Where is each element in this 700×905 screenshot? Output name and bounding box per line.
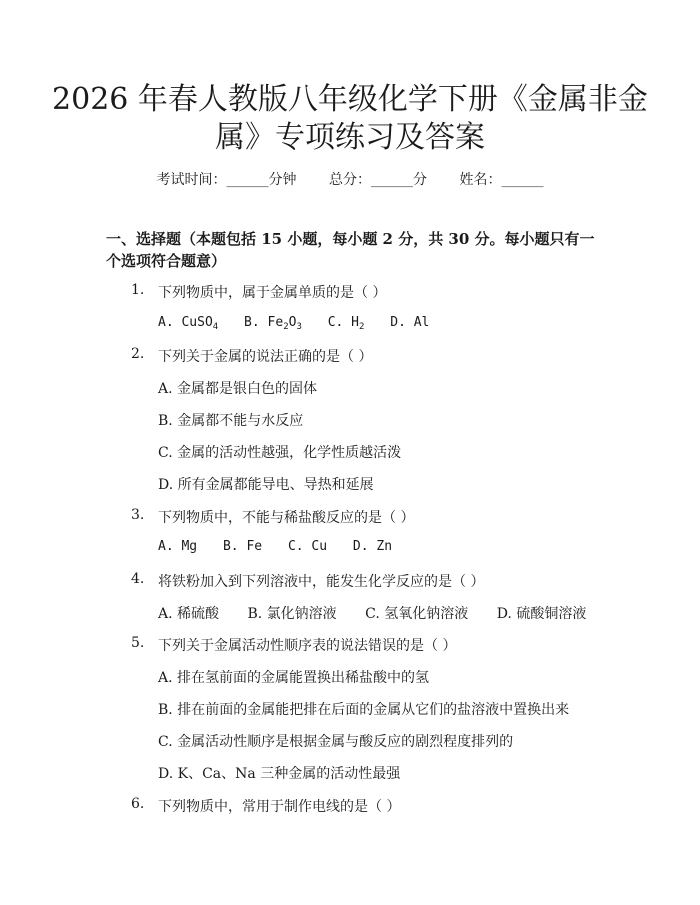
question-1-options [158,315,447,332]
option-b: B. Fe [222,539,263,554]
option-c: C. Cu [287,539,328,554]
option-b: B. $Fe_2O_3$ [244,315,302,332]
option-c: C. 金属的活动性越强，化学性质越活泼 [158,445,402,461]
question-4-options [158,603,610,623]
question-text: 将铁粉加入到下列溶液中，能发生化学反应的是（ ） [158,574,485,590]
question-number: 6. [131,796,145,812]
option-c: C. $H_2$ [327,315,365,332]
question-text: 下列关于金属的说法正确的是（ ） [158,349,373,365]
option-a: A. 金属都是银白色的固体 [158,381,318,397]
option-b: B. 氯化钠溶液 [247,606,337,622]
question-text: 下列物质中，不能与稀盐酸反应的是（ ） [158,510,415,526]
question-text: 下列物质中，常用于制作电线的是（ ） [158,799,401,815]
option-d: D. 所有金属都能导电、导热和延展 [158,477,374,493]
exam-time: 考试时间：______分钟 [156,172,297,188]
option-d: D. 硫酸铜溶液 [496,606,587,622]
option-a: A. CuSO$_4$ [158,315,219,332]
question-text: 下列关于金属活动性顺序表的说法错误的是（ ） [158,638,457,654]
option-a: A. 稀硫酸 [158,606,220,622]
student-name: 姓名：______ [459,172,544,188]
option-a: A. Mg [158,539,198,554]
option-d: D. Al [390,315,430,330]
page-title-line-2: 属》专项练习及答案 [215,120,485,155]
exam-meta [0,169,700,189]
option-c: C. 金属活动性顺序是根据金属与酸反应的剧烈程度排列的 [158,734,514,750]
option-c: C. 氢氧化钠溶液 [365,606,469,622]
option-b: B. 排在前面的金属能把排在后面的金属从它们的盐溶液中置换出来 [158,702,570,718]
question-number: 2. [131,346,145,362]
question-number: 4. [131,571,145,587]
question-3-options [158,539,410,554]
section-heading: 一、选择题（本题包括 15 小题，每小题 2 分，共 30 分。每小题只有一个选项符合题意） [106,230,595,270]
question-number: 5. [131,635,145,651]
question-number: 1. [131,282,145,298]
option-d: D. K、Ca、Na 三种金属的活动性最强 [158,766,401,782]
question-number: 3. [131,507,145,523]
option-a: A. 排在氢前面的金属能置换出稀盐酸中的氢 [158,670,430,686]
option-d: D. Zn [352,539,393,554]
question-text: 下列物质中，属于金属单质的是（ ） [158,285,387,301]
exam-score: 总分：______分 [329,172,427,188]
option-b: B. 金属都不能与水反应 [158,413,304,429]
page-title-line-1: 2026 年春人教版八年级化学下册《金属非金 [52,82,648,117]
